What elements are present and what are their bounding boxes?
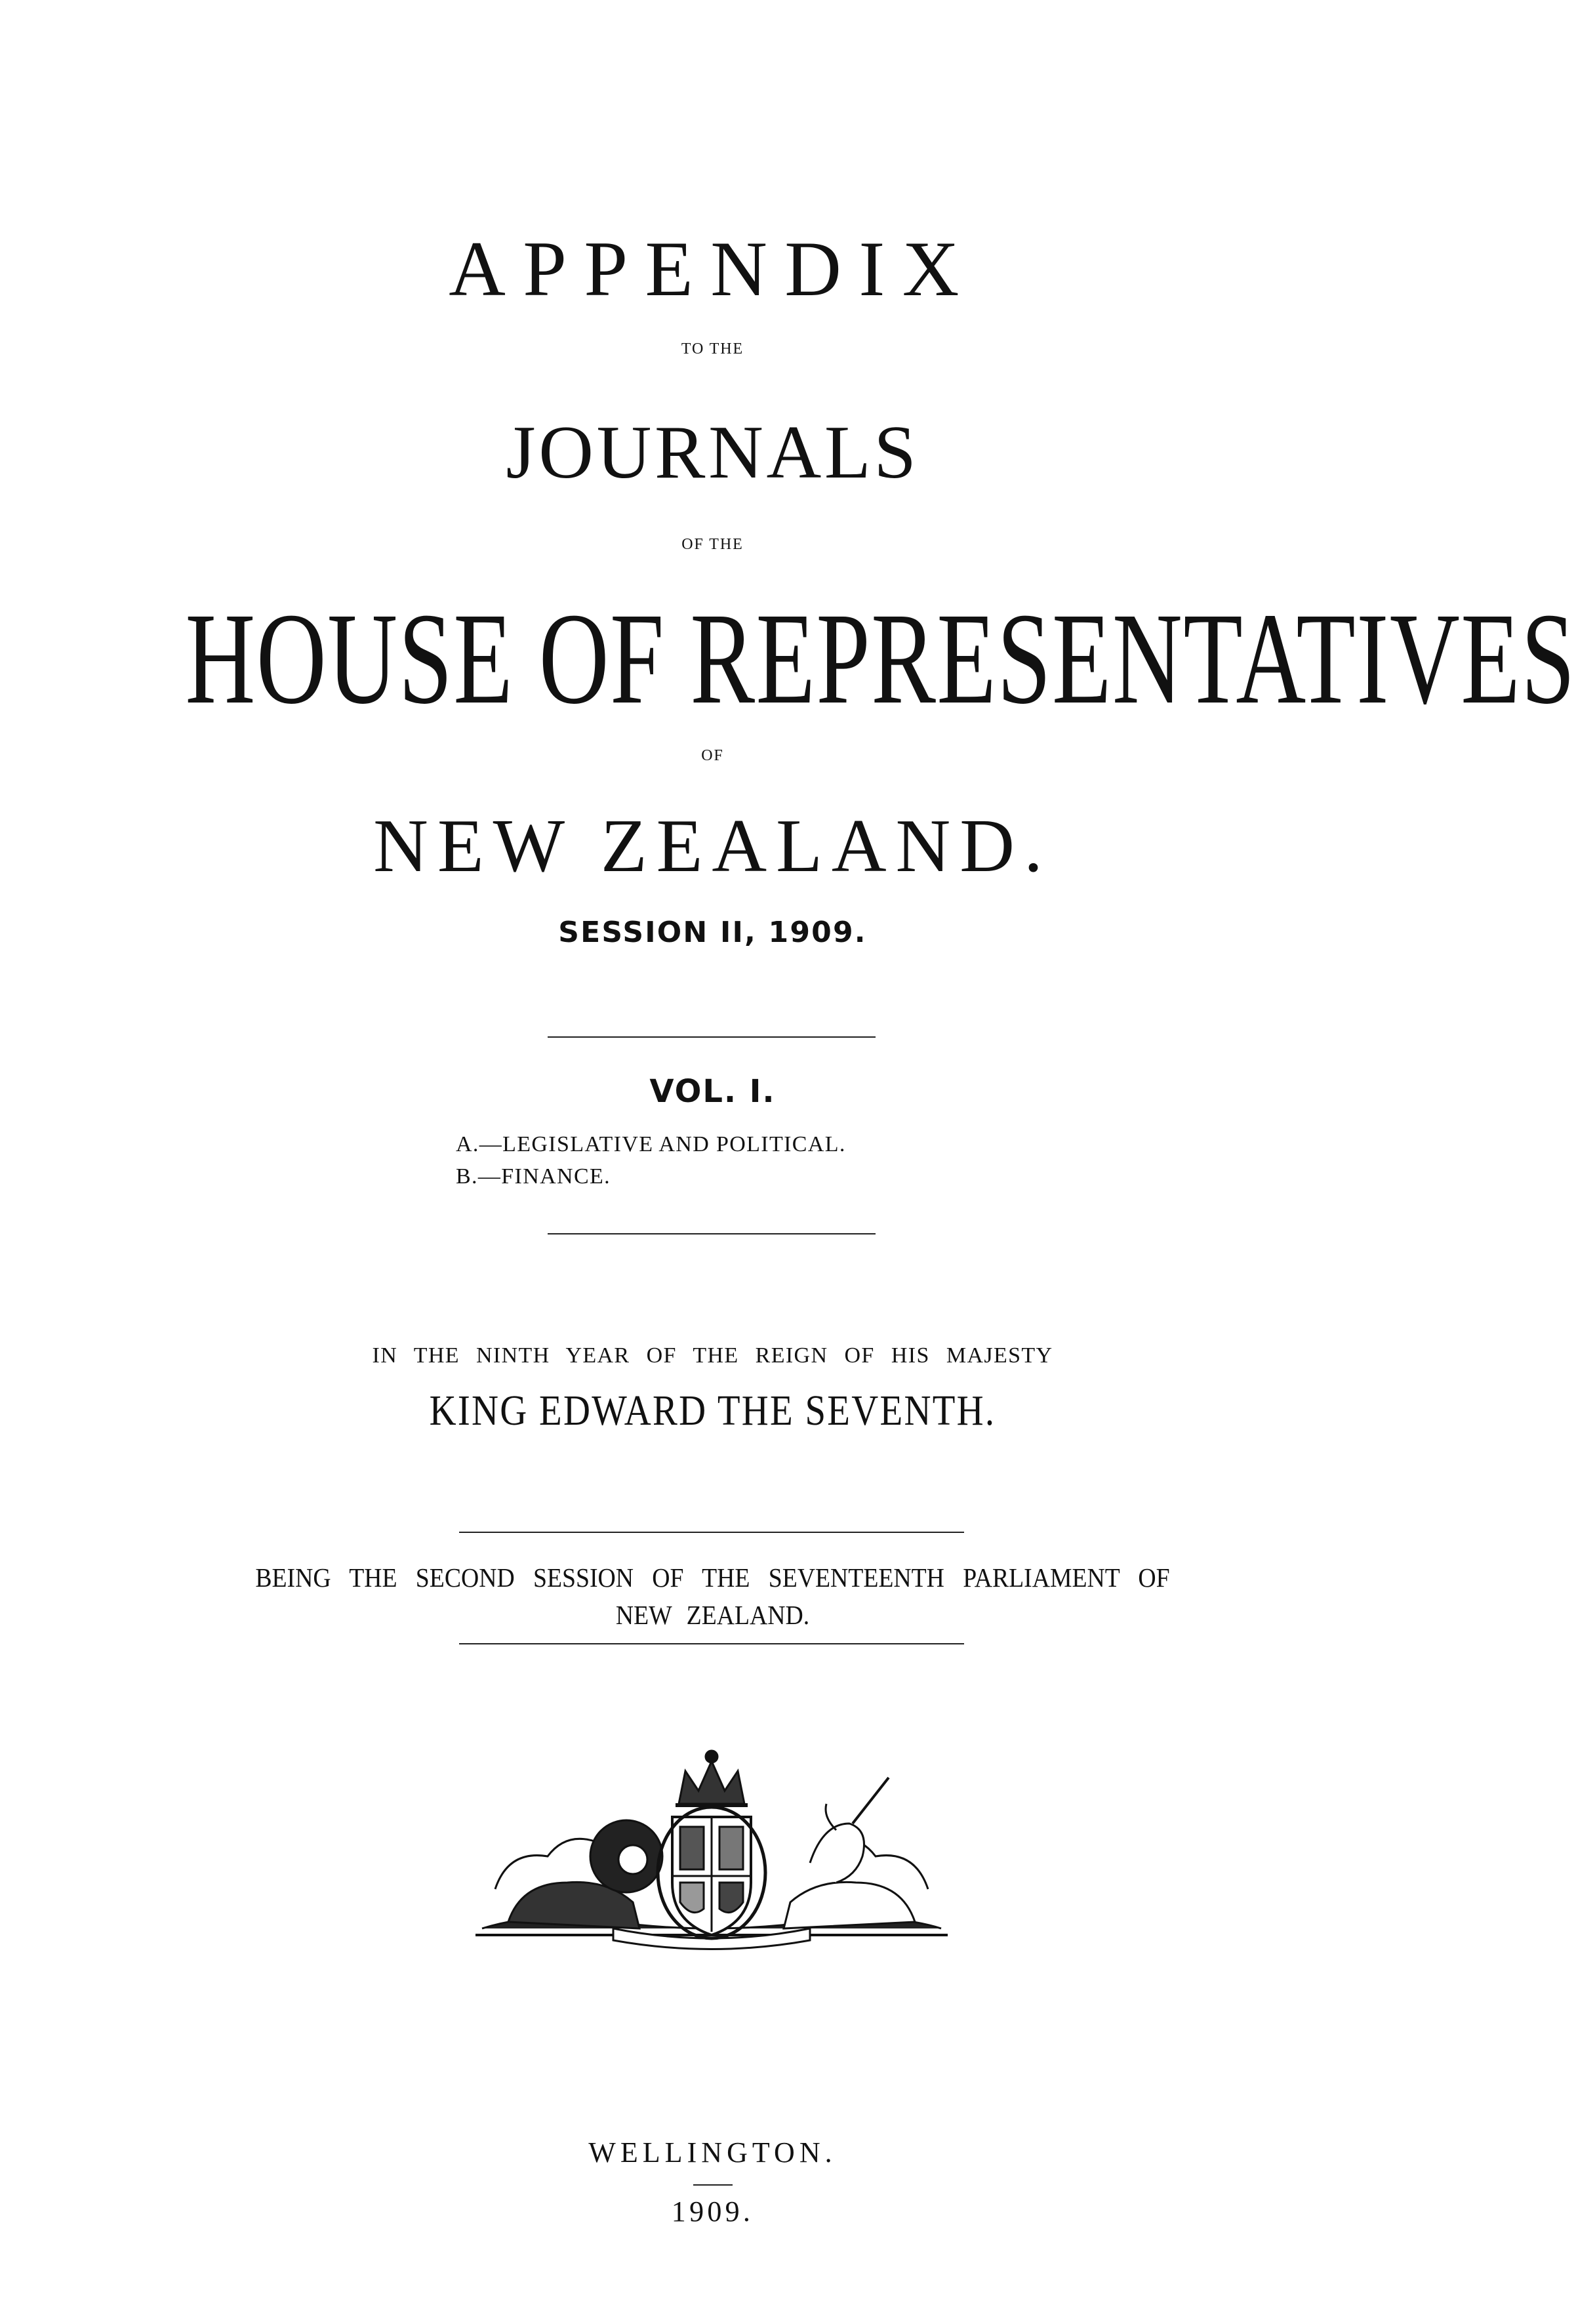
parliament-statement-country: NEW ZEALAND. (615, 1600, 810, 1630)
parliament-statement: BEING THE SECOND SESSION OF THE SEVENTEENTH PARLIAMENT OF (255, 1562, 1170, 1593)
subtitle-of: OF (701, 747, 724, 764)
divider-rule (693, 2184, 733, 2186)
royal-coat-of-arms-icon (469, 1732, 954, 1955)
reign-statement: IN THE NINTH YEAR OF THE REIGN OF HIS MAJESTY (372, 1343, 1053, 1368)
king-name: KING EDWARD THE SEVENTH. (429, 1387, 996, 1435)
title-new-zealand: NEW ZEALAND. (373, 804, 1052, 888)
subtitle-to-the: TO THE (681, 340, 744, 357)
title-journals: JOURNALS (506, 411, 919, 495)
title-house-of-representatives: HOUSE OF REPRESENTATIVES (185, 586, 1576, 731)
divider-rule (459, 1643, 964, 1644)
volume-heading: VOL. I. (649, 1073, 776, 1110)
contents-item: B.—FINANCE. (456, 1164, 611, 1189)
imprint-place: WELLINGTON. (588, 2136, 837, 2169)
divider-rule (459, 1532, 964, 1533)
session-heading: SESSION II, 1909. (558, 916, 867, 949)
divider-rule (548, 1233, 876, 1234)
subtitle-of-the: OF THE (681, 536, 744, 553)
imprint-year: 1909. (671, 2195, 754, 2228)
title-appendix: APPENDIX (449, 225, 977, 312)
divider-rule (548, 1036, 876, 1038)
contents-item: A.—LEGISLATIVE AND POLITICAL. (456, 1132, 846, 1156)
volume-contents-list (456, 1128, 846, 1193)
